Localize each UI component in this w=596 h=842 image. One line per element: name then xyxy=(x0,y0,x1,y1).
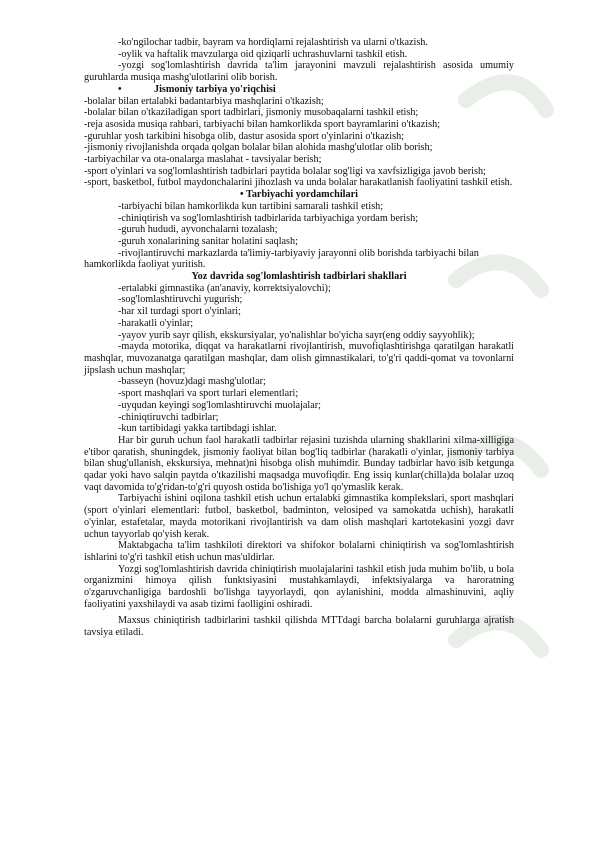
list-item: -rivojlantiruvchi markazlarda ta'limiy-tarbiyaviy jarayonni olib borishda tarbiyachi bilan hamkorlikda faoliyat yuritish. xyxy=(84,247,479,271)
list-item: -bolalar bilan ertalabki badantarbiya mashqlarini o'tkazish; xyxy=(84,95,324,107)
list-item: -yayov yurib sayr qilish, ekskursiyalar, yo'nalishlar bo'yicha sayr(eng oddiy sayyohlik); xyxy=(118,329,475,341)
heading-text: Jismoniy tarbiya yo'riqchisi xyxy=(154,83,276,95)
list-item: -reja asosida musiqa rahbari, tarbiyachi bilan hamkorlikda sport bayramlarini o'tkazish; xyxy=(84,118,441,130)
block-health-activity-forms xyxy=(84,283,514,435)
block-physical-education xyxy=(84,96,514,190)
list-item: -har xil turdagi sport o'yinlari; xyxy=(118,306,241,318)
list-item: -ertalabki gimnastika (an'anaviy, korrektsiyalovchi); xyxy=(118,282,331,294)
block-music-director xyxy=(84,37,514,84)
paragraph: Tarbiyachi ishini oqilona tashkil etish uchun ertalabki gimnastika komplekslari, sport mashqlari (sport o'yinlari elementlari: futbol, basketbol, badminton, velosiped va samokatda uchish), harakatli o'yinlar, estafetalar, mayda motorikani rivojlantirish va dam olish mashqlari kartotekasini yozgi davr uchun tayyorlab qo'yish kerak. xyxy=(84,493,514,540)
list-item: -sport mashqlari va sport turlari elementlari; xyxy=(118,388,299,400)
list-item: -harakatli o'yinlar; xyxy=(118,317,194,329)
block-assistant-teachers xyxy=(84,201,514,271)
list-item: -uyqudan keyingi sog'lomlashtiruvchi muolajalar; xyxy=(118,399,321,411)
list-item: -guruh xonalarining sanitar holatini saqlash; xyxy=(118,235,298,247)
list-item: -tarbiyachi bilan hamkorlikda kun tartibini samarali tashkil etish; xyxy=(118,200,384,212)
list-item: -oylik va haftalik mavzularga oid qiziqarli uchrashuvlarni tashkil etish. xyxy=(118,48,408,60)
list-item: -tarbiyachilar va ota-onalarga maslahat - tavsiyalar berish; xyxy=(84,154,322,166)
list-item: -yozgi sog'lomlashtirish davrida ta'lim jarayonini mavzuli rejalashtirish asosida umumiy guruhlarda musiqa mashg'ulotlarini olib borish. xyxy=(84,60,514,84)
bullet-icon: • xyxy=(118,83,122,95)
list-item: -kun tartibidagi yakka tartibdagi ishlar. xyxy=(118,423,277,435)
body-paragraphs xyxy=(84,435,514,639)
list-item: -ko'ngilochar tadbir, bayram va hordiqlarni rejalashtirish va ularni o'tkazish. xyxy=(118,37,428,48)
paragraph: Maktabgacha ta'lim tashkiloti direktori va shifokor bolalarni chiniqtirish va sog'lomlashtirish ishlarini to'g'ri tashkil etish uchun mas'uldirlar. xyxy=(84,540,514,563)
list-item: -basseyn (hovuz)dagi mashg'ulotlar; xyxy=(118,376,266,388)
heading-physical-education-instructor xyxy=(84,84,514,96)
list-item: -chiniqtiruvchi tadbirlar; xyxy=(118,411,219,423)
paragraph: Yozgi sog'lomlashtirish davrida chiniqtirish muolajalarini tashkil etish juda muhim bo'lib, u bola organizmini himoya qilish funktsiyasini mustahkamlaydi, infektsiyalarga va haroratning o'zgaruvchanligiga bardoshli bo'lishga tayyorlaydi, qon aylanishini, modda almashinuvini, aqliy faoliyatini yaxshilaydi va asab tizimi faolligini oshiradi. xyxy=(84,563,514,610)
list-item: -mayda motorika, diqqat va harakatlarni rivojlantirish, muvofiqlashtirishga qaratilgan harakatli mashqlar, muvozanatga qaratilgan mashqlar, dam olish gimnastikalari, to'g'ri qaddi-qomat va tovonlarni jipslash uchun mashqlar; xyxy=(84,341,514,376)
list-item: -guruh hududi, ayvonchalarni tozalash; xyxy=(118,224,278,236)
paragraph: Maxsus chiniqtirish tadbirlarini tashkil qilishda MTTdagi barcha bolalarni guruhlarga ajratish tavsiya etiladi. xyxy=(84,615,514,639)
heading-summer-health-activities: Yoz davrida sog'lomlashtirish tadbirlari shakllari xyxy=(191,271,407,283)
heading-assistant-teachers: • Tarbiyachi yordamchilari xyxy=(240,189,358,201)
list-item: -sport, basketbol, futbol maydonchalarini jihozlash va unda bolalar harakatlanish faoliyatini tashkil etish. xyxy=(84,177,513,189)
list-item: -sport o'yinlari va sog'lomlashtirish tadbirlari paytida bolalar sog'ligi va xavfsizligiga javob berish; xyxy=(84,165,486,177)
list-item: -sog'lomlashtiruvchi yugurish; xyxy=(118,294,243,306)
list-item: -bolalar bilan o'tkaziladigan sport tadbirlari, jismoniy musobaqalarni tashkil etish; xyxy=(84,107,419,119)
list-item: -guruhlar yosh tarkibini hisobga olib, dastur asosida sport o'yinlarini o'tkazish; xyxy=(84,130,405,142)
list-item: -chiniqtirish va sog'lomlashtirish tadbirlarida tarbiyachiga yordam berish; xyxy=(118,212,419,224)
document-body xyxy=(84,37,514,639)
list-item: -jismoniy rivojlanishda orqada qolgan bolalar bilan alohida mashg'ulotlar olib borish; xyxy=(84,142,433,154)
paragraph: Har bir guruh uchun faol harakatli tadbirlar rejasini tuzishda ularning shakllarini xilma-xilligiga e'tibor qaratish, shuningdek, jismoniy faoliyat bilan bog'liq tadbirlar (harakatli o'yinlar, jismoniy tarbiya bilan shug'ullanish, ekskursiya, mehnat)ni hisobga olish muhimdir. Bunday tadbirlar havo isib ketgunga qadar yoki havo salqin paytda o'tkazilishi maqsadga muvofiqdir. Eng issiq kunlar(chilla)da bolalar uzoq vaqt davomida to'g'ridan-to'g'ri quyosh ostida bo'lishiga yo'l qo'ymaslik kerak. xyxy=(84,434,514,493)
